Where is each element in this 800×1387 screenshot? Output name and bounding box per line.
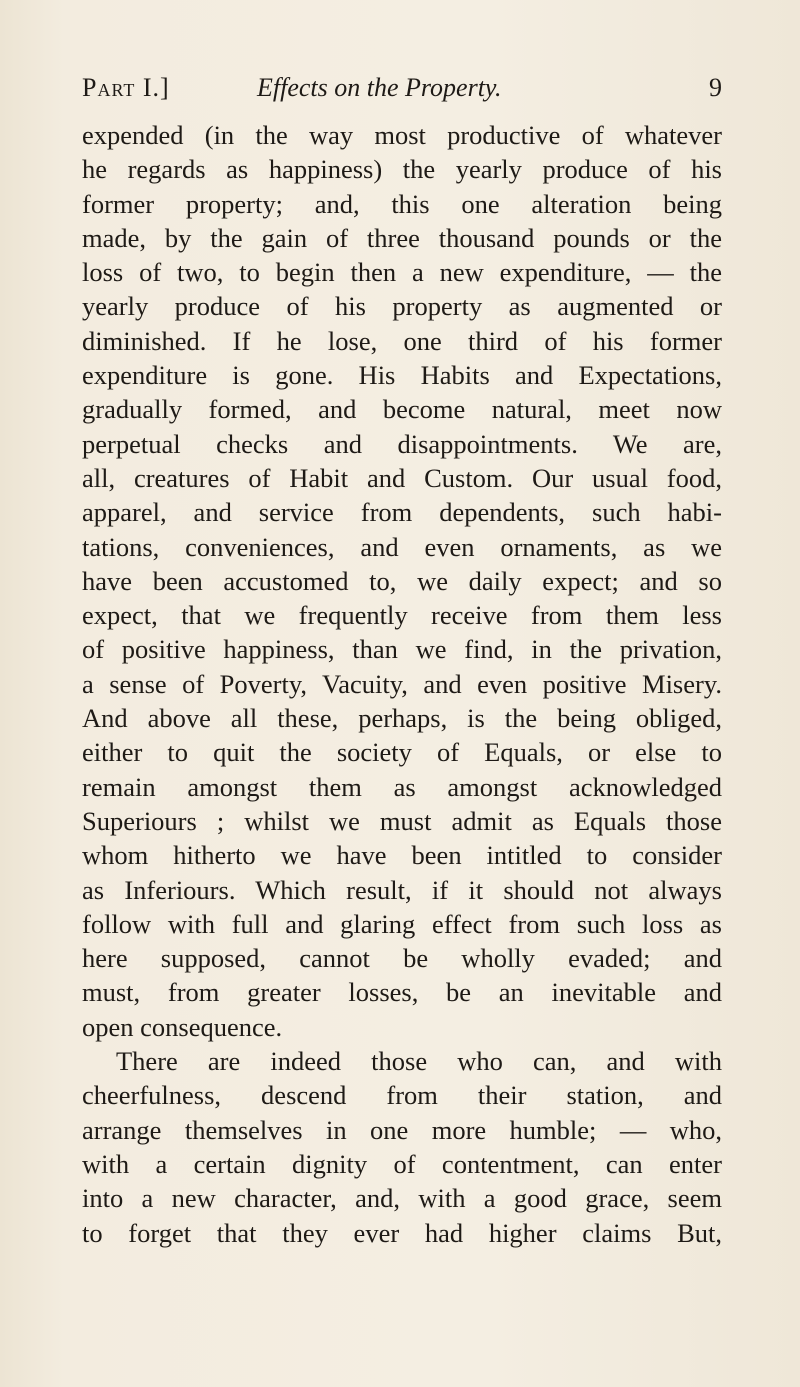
text-line: perpetual checks and disappointments. We are, <box>82 428 722 459</box>
running-head <box>82 68 722 108</box>
text-line: he regards as happiness) the yearly produce of his <box>82 154 722 185</box>
text-line: either to quit the society of Equals, or else to <box>82 737 722 768</box>
text-line: into a new character, and, with a good grace, seem <box>82 1183 722 1214</box>
text-line: of positive happiness, than we find, in the privation, <box>82 634 722 665</box>
text-line: yearly produce of his property as augmented or <box>82 291 722 322</box>
text-line: remain amongst them as amongst acknowledged <box>82 771 722 802</box>
text-line: as Inferiours. Which result, if it should not always <box>82 874 722 905</box>
text-line: whom hitherto we have been intitled to consider <box>82 840 722 871</box>
text-line: expended (in the way most productive of whatever <box>82 120 722 150</box>
text-line: here supposed, cannot be wholly evaded; and <box>82 943 722 974</box>
text-line: open consequence. <box>82 1011 283 1042</box>
text-line: Superiours ; whilst we must admit as Equals those <box>82 805 722 836</box>
body-text <box>82 118 722 1250</box>
text-line: all, creatures of Habit and Custom. Our usual food, <box>82 462 722 493</box>
text-line: gradually formed, and become natural, meet now <box>82 394 722 425</box>
text-line: cheerfulness, descend from their station, and <box>82 1080 722 1111</box>
text-line: There are indeed those who can, and with <box>116 1046 722 1077</box>
text-line: have been accustomed to, we daily expect; and so <box>82 565 722 596</box>
text-line: arrange themselves in one more humble; — who, <box>82 1114 722 1145</box>
text-line: expenditure is gone. His Habits and Expectations, <box>82 360 722 391</box>
text-line: a sense of Poverty, Vacuity, and even positive Misery. <box>82 668 722 699</box>
text-line: And above all these, perhaps, is the being obliged, <box>82 703 722 734</box>
text-line: made, by the gain of three thousand pounds or the <box>82 222 722 253</box>
text-line: to forget that they ever had higher claims But, <box>82 1217 722 1248</box>
text-line: tations, conveniences, and even ornaments, as we <box>82 531 722 562</box>
text-line: expect, that we frequently receive from them less <box>82 600 722 631</box>
text-line: diminished. If he lose, one third of his former <box>82 325 722 356</box>
text-line: apparel, and service from dependents, such habi- <box>82 497 722 528</box>
text-line: loss of two, to begin then a new expenditure, — the <box>82 257 722 288</box>
part-label: Part I.] <box>82 73 170 102</box>
chapter-title: Effects on the Property. <box>257 73 502 102</box>
page-number: 9 <box>709 73 722 102</box>
text-line: with a certain dignity of contentment, can enter <box>82 1148 722 1179</box>
text-line: follow with full and glaring effect from such loss as <box>82 908 722 939</box>
text-line: former property; and, this one alteration being <box>82 188 722 219</box>
text-line: must, from greater losses, be an inevitable and <box>82 977 722 1008</box>
